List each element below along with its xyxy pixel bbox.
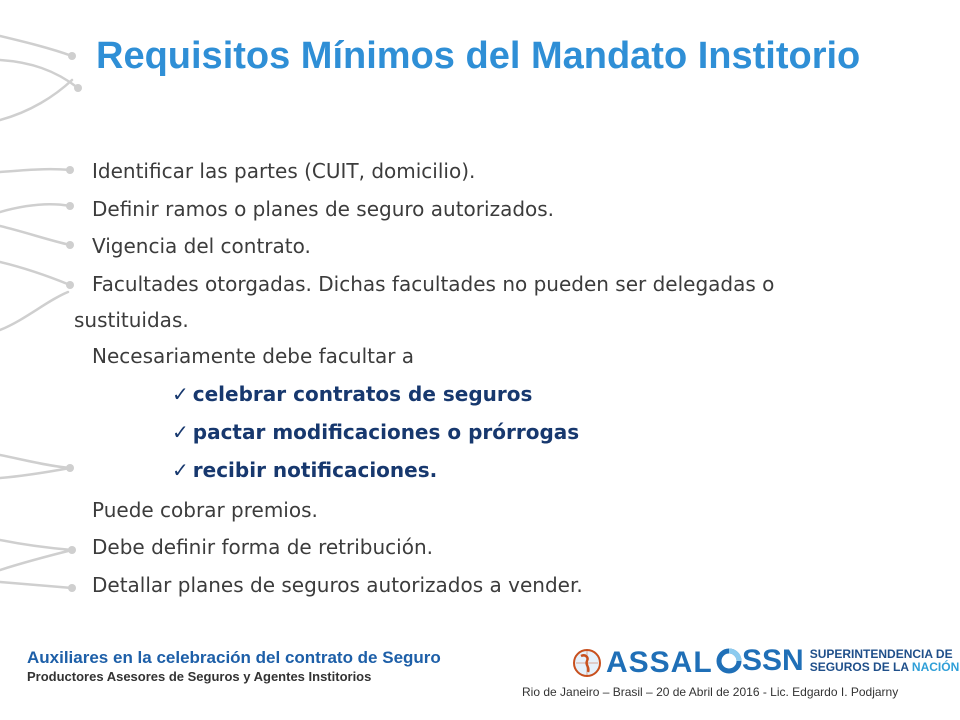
check-icon: ✓: [172, 420, 189, 444]
subitem-label: recibir notificaciones.: [192, 458, 438, 482]
ssn-description: [810, 648, 960, 674]
bullet-retribucion: Debe definir forma de retribución.: [92, 535, 433, 559]
bullet-cobrar-premios: Puede cobrar premios.: [92, 498, 318, 522]
ssn-o-icon: [716, 646, 742, 676]
footer-title: Auxiliares en la celebración del contrato de Seguro: [27, 648, 441, 667]
bullet-detallar-planes: Detallar planes de seguros autorizados a vender.: [92, 573, 583, 597]
bullet-facultades-continuation: sustituidas.: [74, 308, 189, 332]
slide-title: Requisitos Mínimos del Mandato Institorio: [96, 35, 861, 77]
assal-logo: [572, 646, 713, 680]
check-icon: ✓: [172, 458, 189, 482]
subitem-celebrar: [172, 380, 532, 408]
subitem-label: celebrar contratos de seguros: [192, 382, 533, 406]
subitem-pactar: [172, 418, 579, 446]
assal-wordmark: ASSAL: [606, 646, 713, 679]
ssn-wordmark: SSN: [742, 644, 804, 677]
ssn-desc-line2: [810, 661, 960, 674]
ssn-desc-nacion: NACIÓN: [911, 660, 960, 674]
ssn-desc-line2-a: SEGUROS DE LA: [809, 660, 912, 674]
footer-date-line: Rio de Janeiro – Brasil – 20 de Abril de 2016 - Lic. Edgardo I. Podjarny: [522, 685, 899, 699]
subitem-label: pactar modificaciones o prórrogas: [192, 420, 580, 444]
ssn-logo: [716, 644, 959, 678]
subitem-recibir: [172, 456, 437, 484]
globe-icon: [572, 648, 602, 678]
bullet-definir-ramos: Definir ramos o planes de seguro autorizados.: [92, 197, 555, 221]
bullet-vigencia: Vigencia del contrato.: [92, 234, 311, 258]
check-icon: ✓: [172, 382, 189, 406]
ssn-desc-line1: SUPERINTENDENCIA DE: [809, 647, 953, 661]
bullet-necesariamente: Necesariamente debe facultar a: [92, 344, 415, 368]
bullet-facultades: Facultades otorgadas. Dichas facultades no pueden ser delegadas o: [92, 272, 775, 296]
footer-subtitle: Productores Asesores de Seguros y Agentes Institorios: [27, 669, 372, 684]
bullet-identificar: Identificar las partes (CUIT, domicilio).: [92, 159, 476, 183]
